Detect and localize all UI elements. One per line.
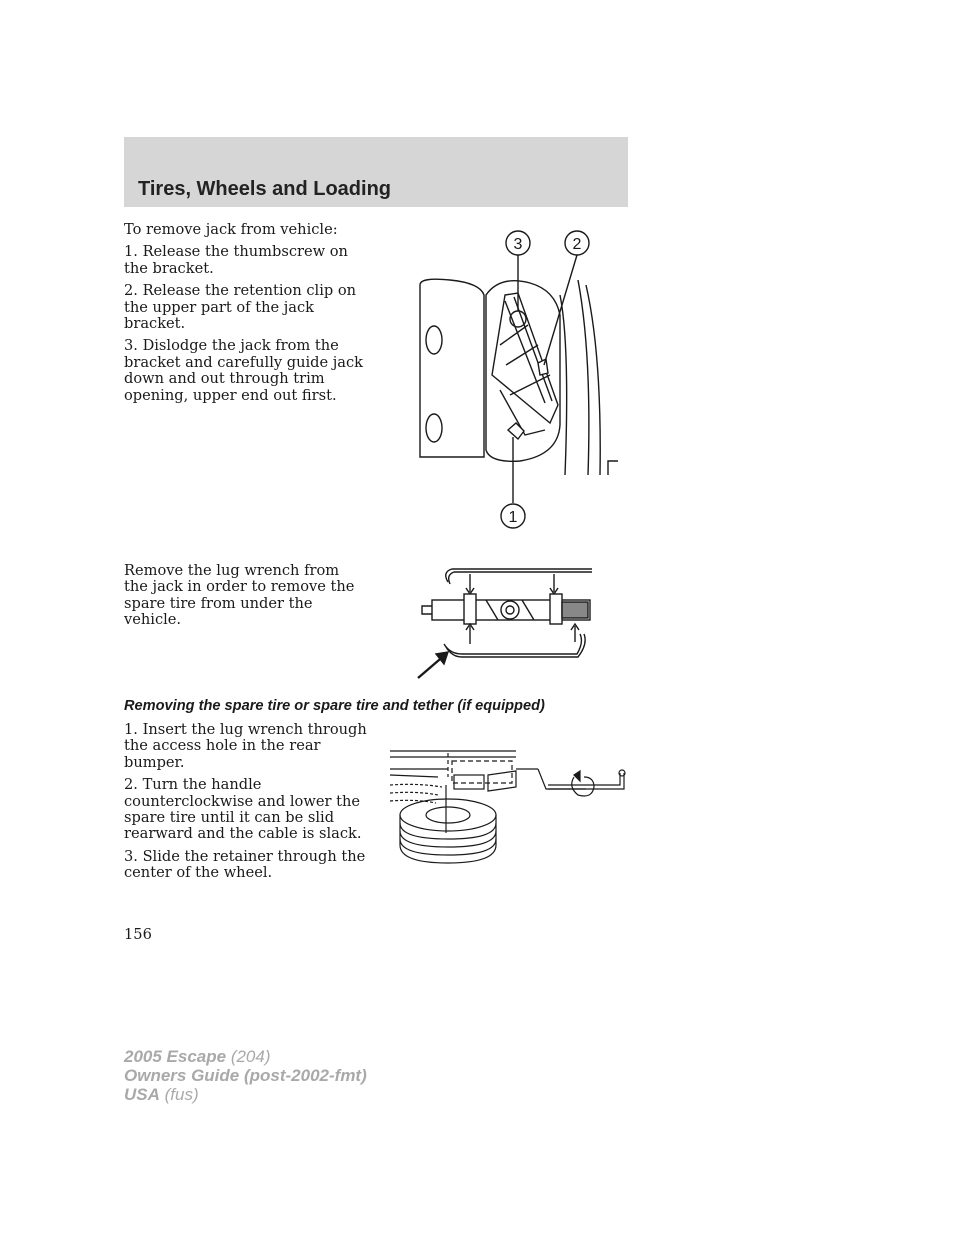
footer-line [124, 1047, 367, 1066]
lug-wrench-text: Remove the lug wrench from the jack in order to remove the spare tire from under the vehicle. [124, 562, 355, 629]
document-footer [124, 1047, 367, 1104]
jack-step: 3. Dislodge the jack from the bracket and carefully guide jack down and out through trim opening, upper end out first. [124, 337, 364, 404]
callout-2: 2 [572, 236, 582, 253]
footer-line [124, 1066, 367, 1085]
callout-3: 3 [513, 236, 523, 253]
page-number: 156 [124, 926, 152, 943]
section-title: Tires, Wheels and Loading [138, 178, 392, 200]
footer-model: 2005 Escape [124, 1047, 227, 1066]
callout-1: 1 [508, 509, 518, 526]
jack-step: 1. Release the thumbscrew on the bracket. [124, 243, 348, 277]
spare-tire-instructions [124, 722, 376, 888]
footer-market: USA [124, 1085, 160, 1104]
jack-removal-instructions [124, 222, 376, 410]
spare-tire-lowering-figure [388, 745, 633, 870]
spare-tire-heading: Removing the spare tire or spare tire and tether (if equipped) [124, 698, 545, 714]
footer-model-code: (204) [226, 1047, 271, 1066]
spare-step: 1. Insert the lug wrench through the access hole in the rear bumper. [124, 721, 367, 771]
lug-wrench-instructions [124, 563, 364, 635]
footer-line [124, 1085, 367, 1104]
footer-market-code: (fus) [159, 1085, 199, 1104]
jack-step: 2. Release the retention clip on the upper part of the jack bracket. [124, 282, 357, 333]
footer-guide: Owners Guide (post-2002-fmt) [124, 1066, 367, 1085]
section-header [124, 137, 628, 207]
spare-step: 3. Slide the retainer through the center of the wheel. [124, 847, 366, 882]
jack-intro: To remove jack from vehicle: [124, 221, 338, 238]
jack-bracket-figure [410, 225, 630, 535]
spare-step: 2. Turn the handle counterclockwise and lower the spare tire until it can be slid rearward and the cable is slack. [124, 776, 362, 843]
jack-lug-wrench-figure [412, 562, 602, 682]
